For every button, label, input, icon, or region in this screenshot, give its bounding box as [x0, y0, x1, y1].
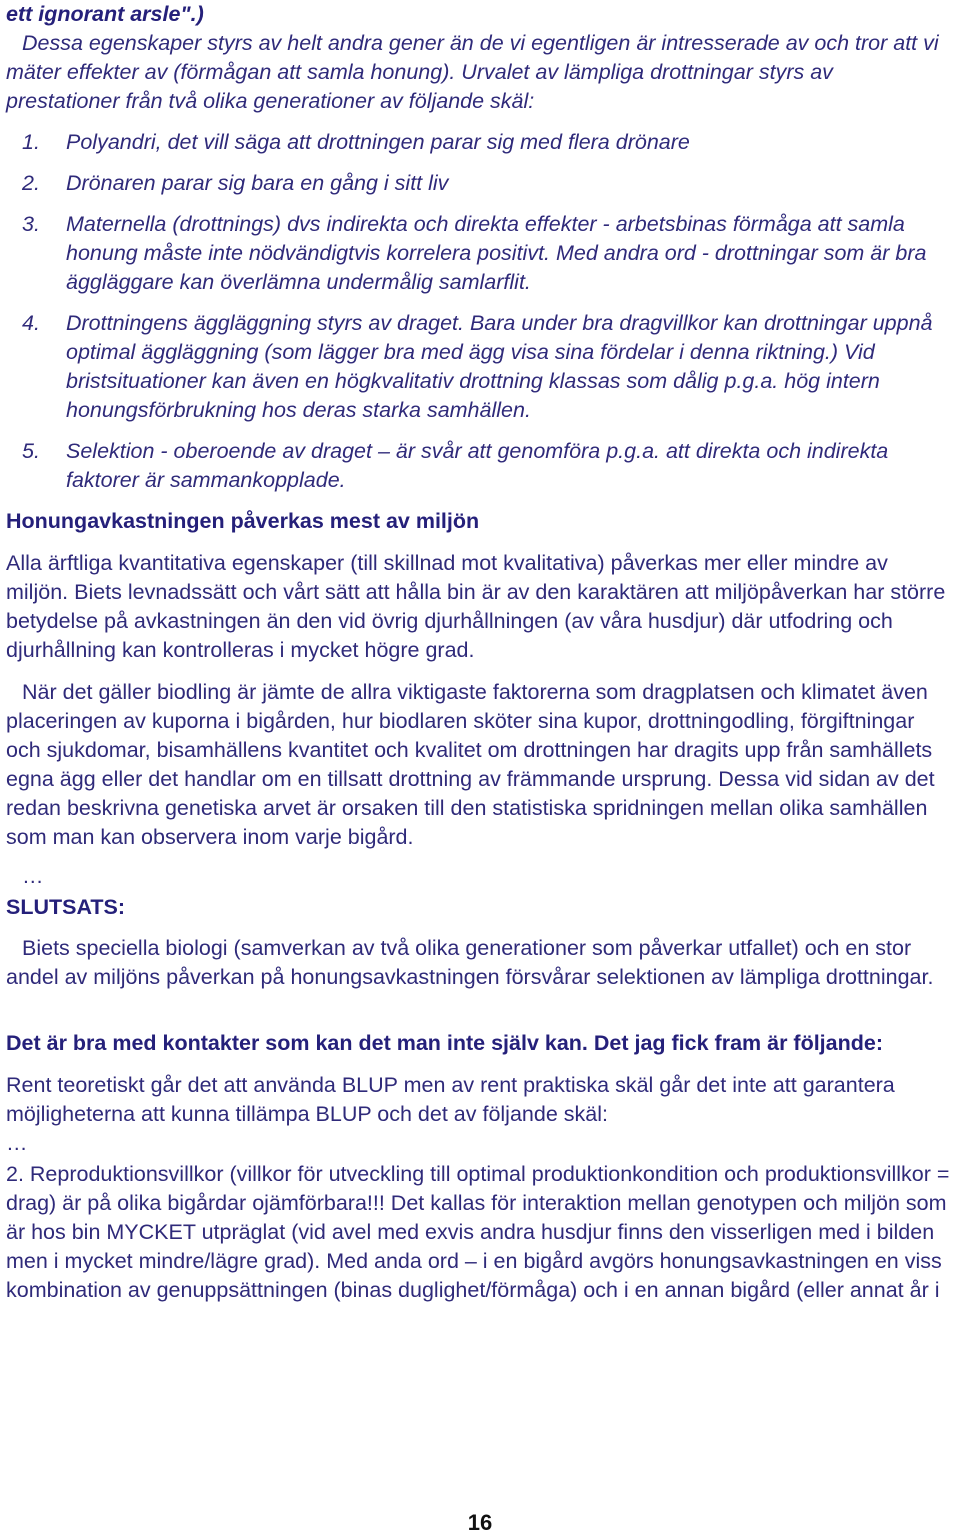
contact-heading: Det är bra med kontakter som kan det man inte själv kan. Det jag fick fram är följande:: [6, 1031, 883, 1055]
list-number: 2.: [22, 171, 40, 195]
document-page: [6, 0, 952, 1305]
numbered-list: [6, 128, 952, 495]
conclusion-paragraph: Biets speciella biologi (samverkan av två olika generationer som påverkar utfallet) och en stor andel av miljöns påverkan på honungsavkastningen försvårar selektionen av lämpliga drottningar.: [6, 936, 934, 989]
intro-heading-end: ett ignorant arsle".): [6, 2, 204, 26]
list-number: 1.: [22, 130, 40, 154]
page-number: 16: [467, 1510, 493, 1535]
conclusion-heading: SLUTSATS:: [6, 895, 126, 919]
list-text: Selektion - oberoende av draget – är svår att genomföra p.g.a. att direkta och indirekta faktorer är sammankopplade.: [66, 439, 889, 492]
list-text: Maternella (drottnings) dvs indirekta och direkta effekter - arbetsbinas förmåga att samla honung måste inte nödvändigtvis korrelera positivt. Med andra ord - drottningar som är bra äggläggare kan överlämna undermålig samlarflit.: [66, 212, 927, 294]
list-number: 5.: [22, 439, 40, 463]
list-item: [6, 169, 952, 198]
ellipsis-marker: …: [6, 1131, 28, 1155]
ellipsis-marker: …: [22, 864, 44, 888]
list-item: [6, 437, 952, 495]
section-paragraph-2: När det gäller biodling är jämte de allra viktigaste faktorerna som dragplatsen och klimatet även placeringen av kuporna i bigården, hur biodlaren sköter sina kupor, drottningodling, förgiftningar och sjukdomar, bisamhällens kvantitet och kvalitet om drottningen har dragits upp från samhällets egna ägg eller det handlar om en tillsatt drottning av främmande ursprung. Dessa vid sidan av det redan beskrivna genetiska arvet är orsaken till den statistiska spridningen mellan olika samhällen som man kan observera inom varje bigård.: [6, 680, 935, 849]
intro-paragraph: Dessa egenskaper styrs av helt andra gener än de vi egentligen är intresserade av och tror att vi mäter effekter av (förmågan att samla honung). Urvalet av lämpliga drottningar styrs av prestationer från två olika generationer av följande skäl:: [6, 31, 939, 113]
list-item: [6, 128, 952, 157]
list-text: Drottningens äggläggning styrs av draget. Bara under bra dragvillkor kan drottningar uppnå optimal äggläggning (som lägger bra med ägg visa sina fördelar i denna riktning.) Vid bristsituationer kan även en högkvalitativ drottning klassas som dålig p.g.a. hög intern honungsförbrukning hos deras starka samhällen.: [66, 311, 933, 422]
list-item: [6, 210, 952, 297]
list-text: Polyandri, det vill säga att drottningen parar sig med flera drönare: [66, 130, 690, 154]
section-paragraph-1: Alla ärftliga kvantitativa egenskaper (till skillnad mot kvalitativa) påverkas mer eller mindre av miljön. Biets levnadssätt och vårt sätt att hålla bin är av den karaktären att miljöpåverkan har större betydelse på avkastningen än den vid övrig djurhållningen (av våra husdjur) där utfodring och djurhållning kan kontrolleras i mycket högre grad.: [6, 551, 946, 662]
contact-paragraph: Rent teoretiskt går det att använda BLUP men av rent praktiska skäl går det inte att garantera möjligheterna att kunna tillämpa BLUP och det av följande skäl:: [6, 1073, 895, 1126]
list-item: [6, 309, 952, 425]
section-heading: Honungavkastningen påverkas mest av miljön: [6, 509, 480, 533]
list-number: 3.: [22, 212, 40, 236]
list-text: Drönaren parar sig bara en gång i sitt liv: [66, 171, 449, 195]
list-number: 4.: [22, 311, 40, 335]
reason-paragraph: 2. Reproduktionsvillkor (villkor för utveckling till optimal produktionkondition och produktionsvillkor = drag) är på olika bigårdar ojämförbara!!! Det kallas för interaktion mellan genotypen och miljön som är hos bin MYCKET utpräglat (vid avel med exvis andra husdjur finns den visserligen med i bilden men i mycket mindre/lägre grad). Med anda ord – i en bigård avgörs honungsavkastningen en viss kombination av genuppsättningen (binas duglighet/förmåga) och i en annan bigård (eller annat år i: [6, 1162, 950, 1302]
